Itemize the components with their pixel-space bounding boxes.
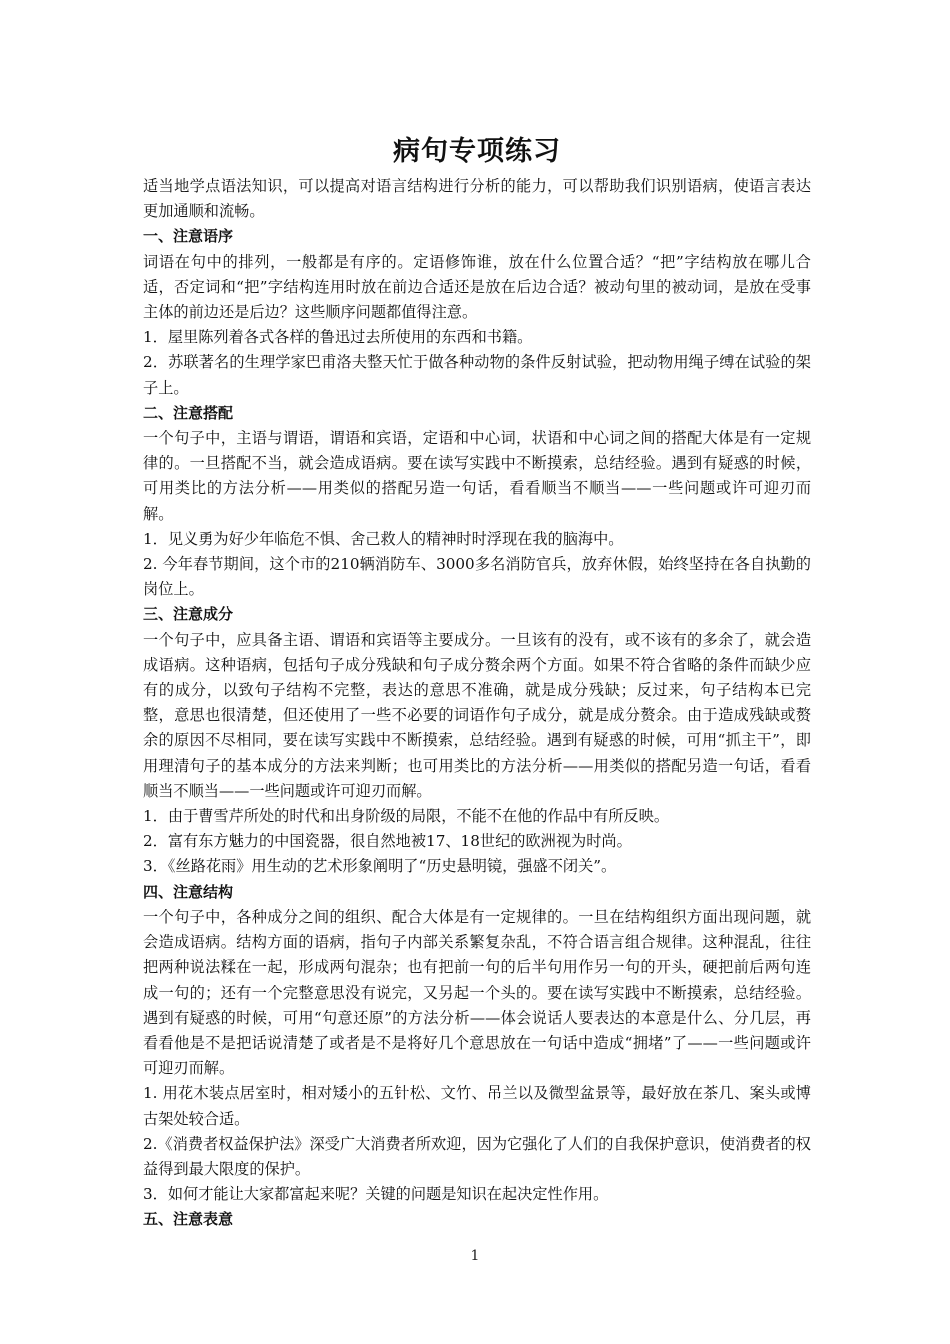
- section-body-components: 一个句子中，应具备主语、谓语和宾语等主要成分。一旦该有的没有，或不该有的多余了，就会造成语病。这种语病，包括句子成分残缺和句子成分赘余两个方面。如果不符合省略的条件而缺少应有的成分，以致句子结构不完整，表达的意思不准确，就是成分残缺；反过来，句子结构本已完整，意思也很清楚，但还使用了一些不必要的词语作句子成分，就是成分赘余。由于造成残缺或赘余的原因不尽相同，要在读写实践中不断摸索，总结经验。遇到有疑惑的时候，可用“抓主干”，即用理清句子的基本成分的方法来判断；也可用类比的方法分析——用类似的搭配另造一句话，看看顺当不顺当——一些问题或许可迎刃而解。: [143, 630, 811, 800]
- example-sentence: 2．苏联著名的生理学家巴甫洛夫整天忙于做各种动物的条件反射试验，把动物用绳子缚在试验的架子上。: [143, 353, 811, 397]
- section-heading-word-order: 一、注意语序: [143, 227, 234, 246]
- example-sentence: 3．《丝路花雨》用生动的艺术形象阐明了“历史悬明镜，强盛不闭关”。: [143, 857, 617, 876]
- section-body-collocation: 一个句子中，主语与谓语，谓语和宾语，定语和中心词，状语和中心词之间的搭配大体是有一定规律的。一旦搭配不当，就会造成语病。要在读写实践中不断摸索，总结经验。遇到有疑惑的时候，可用类比的方法分析——用类似的搭配另造一句话，看看顺当不顺当——一些问题或许可迎刃而解。: [143, 429, 811, 523]
- example-sentence: 1．见义勇为好少年临危不惧、舍己救人的精神时时浮现在我的脑海中。: [143, 529, 624, 548]
- intro-paragraph: 适当地学点语法知识，可以提高对语言结构进行分析的能力，可以帮助我们识别语病，使语言表达更加通顺和流畅。: [143, 177, 811, 221]
- document-content: [143, 130, 811, 1233]
- example-sentence: 1．屋里陈列着各式各样的鲁迅过去所使用的东西和书籍。: [143, 328, 533, 347]
- example-sentence: 1. 用花木装点居室时，相对矮小的五针松、文竹、吊兰以及微型盆景等，最好放在茶几、案头或博古架处较合适。: [143, 1084, 811, 1128]
- example-sentence: 2.《消费者权益保护法》深受广大消费者所欢迎，因为它强化了人们的自我保护意识，使消费者的权益得到最大限度的保护。: [143, 1134, 811, 1178]
- section-heading-structure: 四、注意结构: [143, 882, 234, 901]
- page-number: 1: [470, 1248, 480, 1264]
- example-sentence: 2．富有东方魅力的中国瓷器，很自然地被17、18世纪的欧洲视为时尚。: [143, 832, 632, 851]
- section-heading-expression: 五、注意表意: [143, 1210, 234, 1229]
- section-body-word-order: 词语在句中的排列，一般都是有序的。定语修饰谁，放在什么位置合适？“把”字结构放在哪儿合适，否定词和“把”字结构连用时放在前边合适还是放在后边合适？被动句里的被动词，是放在受事主体的前边还是后边？这些顺序问题都值得注意。: [143, 252, 811, 322]
- example-sentence: 3．如何才能让大家都富起来呢？关键的问题是知识在起决定性作用。: [143, 1185, 609, 1204]
- section-body-structure: 一个句子中，各种成分之间的组织、配合大体是有一定规律的。一旦在结构组织方面出现问题，就会造成语病。结构方面的语病，指句子内部关系繁复杂乱，不符合语言组合规律。这种混乱，往往把两种说法糅在一起，形成两句混杂；也有把前一句的后半句用作另一句的开头，硬把前后两句连成一句的；还有一个完整意思没有说完，又另起一个头的。要在读写实践中不断摸索，总结经验。遇到有疑惑的时候，可用“句意还原”的方法分析——体会说话人要表达的本意是什么、分几层，再看看他是不是把话说清楚了或者是不是将好几个意思放在一句话中造成“拥堵”了——一些问题或许可迎刃而解。: [143, 907, 811, 1078]
- section-heading-components: 三、注意成分: [143, 605, 234, 624]
- example-sentence: 1．由于曹雪芹所处的时代和出身阶级的局限，不能不在他的作品中有所反映。: [143, 807, 670, 826]
- page-title: 病句专项练习: [393, 136, 561, 167]
- example-sentence: 2. 今年春节期间，这个市的210辆消防车、3000多名消防官兵，放弃休假，始终坚持在各自执勤的岗位上。: [143, 555, 811, 599]
- section-heading-collocation: 二、注意搭配: [143, 403, 234, 422]
